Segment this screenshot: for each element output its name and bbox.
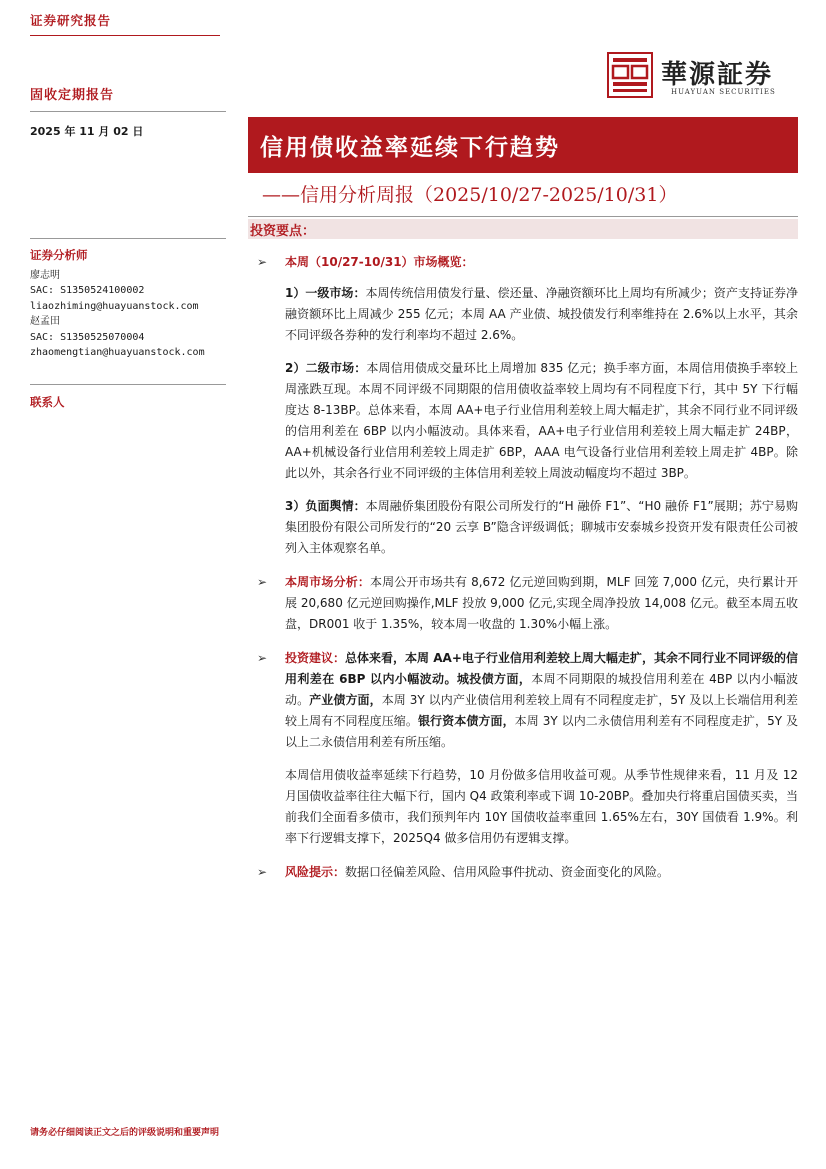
bullet-investment-advice <box>248 648 798 753</box>
paragraph-secondary-market <box>248 358 798 484</box>
paragraph-outlook: 本周信用债收益率延续下行趋势，10 月份做多信用收益可观。从季节性规律来看，11 月及 12 月国债收益率往往大幅下行，国内 Q4 政策利率或下调 10-20BP。叠加央行将重启国债买卖，当前我们全面看多债市，我们预判年内 10Y 国债收益率重回 1.65%左右，30Y 国债看 1.9%。利率下行逻辑支撑下，2025Q4 做多信用仍有逻辑支撑。 <box>285 768 798 845</box>
contact-heading: 联系人 <box>30 395 65 409</box>
advice-text-chengtou: 本周不同期限的城投信用利差在 4BP 以内小幅波动。 <box>285 672 799 707</box>
market-analysis-label: 本周市场分析： <box>285 575 370 589</box>
primary-market-text: 本周传统信用债发行量、偿还量、净融资额环比上周均有所减少；资产支持证券净融资额环比上周减少 255 亿元；本周 AA 产业债、城投债发行利率维持在 2.6%以上水平，其余不同评级各券种的发行利率均不超过 2.6%。 <box>285 286 798 342</box>
brand-name-en: HUAYUAN SECURITIES <box>671 88 776 96</box>
logo-mark-icon <box>607 52 653 98</box>
paragraph-negative-news <box>248 496 798 559</box>
advice-bold-industry: 产业债方面， <box>309 693 382 707</box>
header-divider <box>30 35 220 36</box>
advice-label: 投资建议： <box>285 651 346 665</box>
secondary-market-text: 本周信用债成交量环比上周增加 835 亿元；换手率方面，本周信用债换手率较上周涨跌互现。本周不同评级不同期限的信用债收益率较上周均有不同程度下行，其中 5Y 下行幅度达 8-13BP。总体来看，本周 AA+电子行业信用利差较上周大幅走扩，其余不同行业不同评级的信用利差在 6BP 以内小幅波动。具体来看，AA+电子行业信用利差较上周大幅走扩 24BP，AA+机械设备行业信用利差较上周走扩 6BP，AAA 电气设备行业信用利差较上周走扩 4BP。除此以外，其余各行业不同评级的主体信用利差较上周波动幅度均不超过 3BP。 <box>285 361 798 480</box>
analyst-name: 赵孟田 <box>30 316 60 328</box>
analyst-heading: 证券分析师 <box>30 248 88 262</box>
negative-news-text: 本周融侨集团股份有限公司所发行的“H 融侨 F1”、“H0 融侨 F1”展期；苏宁易购集团股份有限公司所发行的“20 云享 B”隐含评级调低；聊城市安泰城乡投资开发有限责任公司被列入主体观察名单。 <box>285 499 798 555</box>
overview-label: 本周（10/27-10/31）市场概览： <box>285 255 474 269</box>
analyst-list <box>30 268 205 360</box>
analyst-email[interactable]: liaozhiming@huayuanstock.com <box>30 300 199 312</box>
bullet-market-overview <box>248 252 798 273</box>
advice-bold-bank: 银行资本债方面， <box>417 714 515 728</box>
advice-text-bank: 本周 3Y 以内二永债信用利差有不同程度走扩，5Y 及以上二永债信用利差有所压缩。 <box>285 714 798 749</box>
primary-market-label: 1）一级市场： <box>285 286 366 300</box>
report-category: 固收定期报告 <box>30 88 115 103</box>
risk-label: 风险提示： <box>285 865 346 879</box>
advice-text-industry: 本周 3Y 以内产业债信用利差较上周有不同程度走扩，5Y 及以上长端信用利差较上周有不同程度压缩。 <box>285 693 798 728</box>
bullet-risk <box>248 862 798 883</box>
risk-text: 数据口径偏差风险、信用风险事件扰动、资金面变化的风险。 <box>345 865 670 879</box>
arrow-bullet-icon: ➢ <box>257 865 268 879</box>
key-points-heading: 投资要点： <box>250 224 316 239</box>
arrow-bullet-icon: ➢ <box>257 255 268 269</box>
analyst-name: 廖志明 <box>30 270 60 281</box>
analyst-email[interactable]: zhaomengtian@huayuanstock.com <box>30 347 205 359</box>
report-date: 2025 年 11 月 02 日 <box>30 125 144 138</box>
paragraph-primary-market <box>248 283 798 346</box>
market-analysis-text: 本周公开市场共有 8,672 亿元逆回购到期，MLF 回笼 7,000 亿元，央行累计开展 20,680 亿元逆回购操作,MLF 投放 9,000 亿元,实现全周净投放 14,008 亿元。截至本周五收盘，DR001 收于 1.35%，较本周一收盘的 1.30%小幅上涨。 <box>285 575 798 631</box>
key-points-body <box>248 252 798 883</box>
title-banner <box>248 117 798 173</box>
advice-bold-summary: 总体来看，本周 AA+电子行业信用利差较上周大幅走扩，其余不同行业不同评级的信用利差在 6BP 以内小幅波动。城投债方面， <box>285 651 798 686</box>
bullet-market-analysis <box>248 572 798 635</box>
negative-news-label: 3）负面舆情： <box>285 499 366 513</box>
page-title: 信用债收益率延续下行趋势 <box>260 134 560 161</box>
arrow-bullet-icon: ➢ <box>257 651 268 665</box>
analyst-sac: SAC: S1350524100002 <box>30 285 145 297</box>
left-column-divider <box>30 111 226 112</box>
company-logo <box>607 52 797 100</box>
brand-name-cn: 華源証券 <box>661 60 774 90</box>
arrow-bullet-icon: ➢ <box>257 575 268 589</box>
secondary-market-label: 2）二级市场： <box>285 361 367 375</box>
analyst-divider <box>30 238 226 239</box>
analyst-sac: SAC: S1350525070004 <box>30 331 145 343</box>
page-subtitle: ——信用分析周报（2025/10/27-2025/10/31） <box>262 184 678 206</box>
report-type: 证券研究报告 <box>30 13 112 28</box>
disclaimer-footer: 请务必仔细阅读正文之后的评级说明和重要声明 <box>30 1128 220 1138</box>
key-points-header <box>248 219 798 239</box>
contact-divider <box>30 384 226 385</box>
subtitle-divider <box>248 216 798 217</box>
